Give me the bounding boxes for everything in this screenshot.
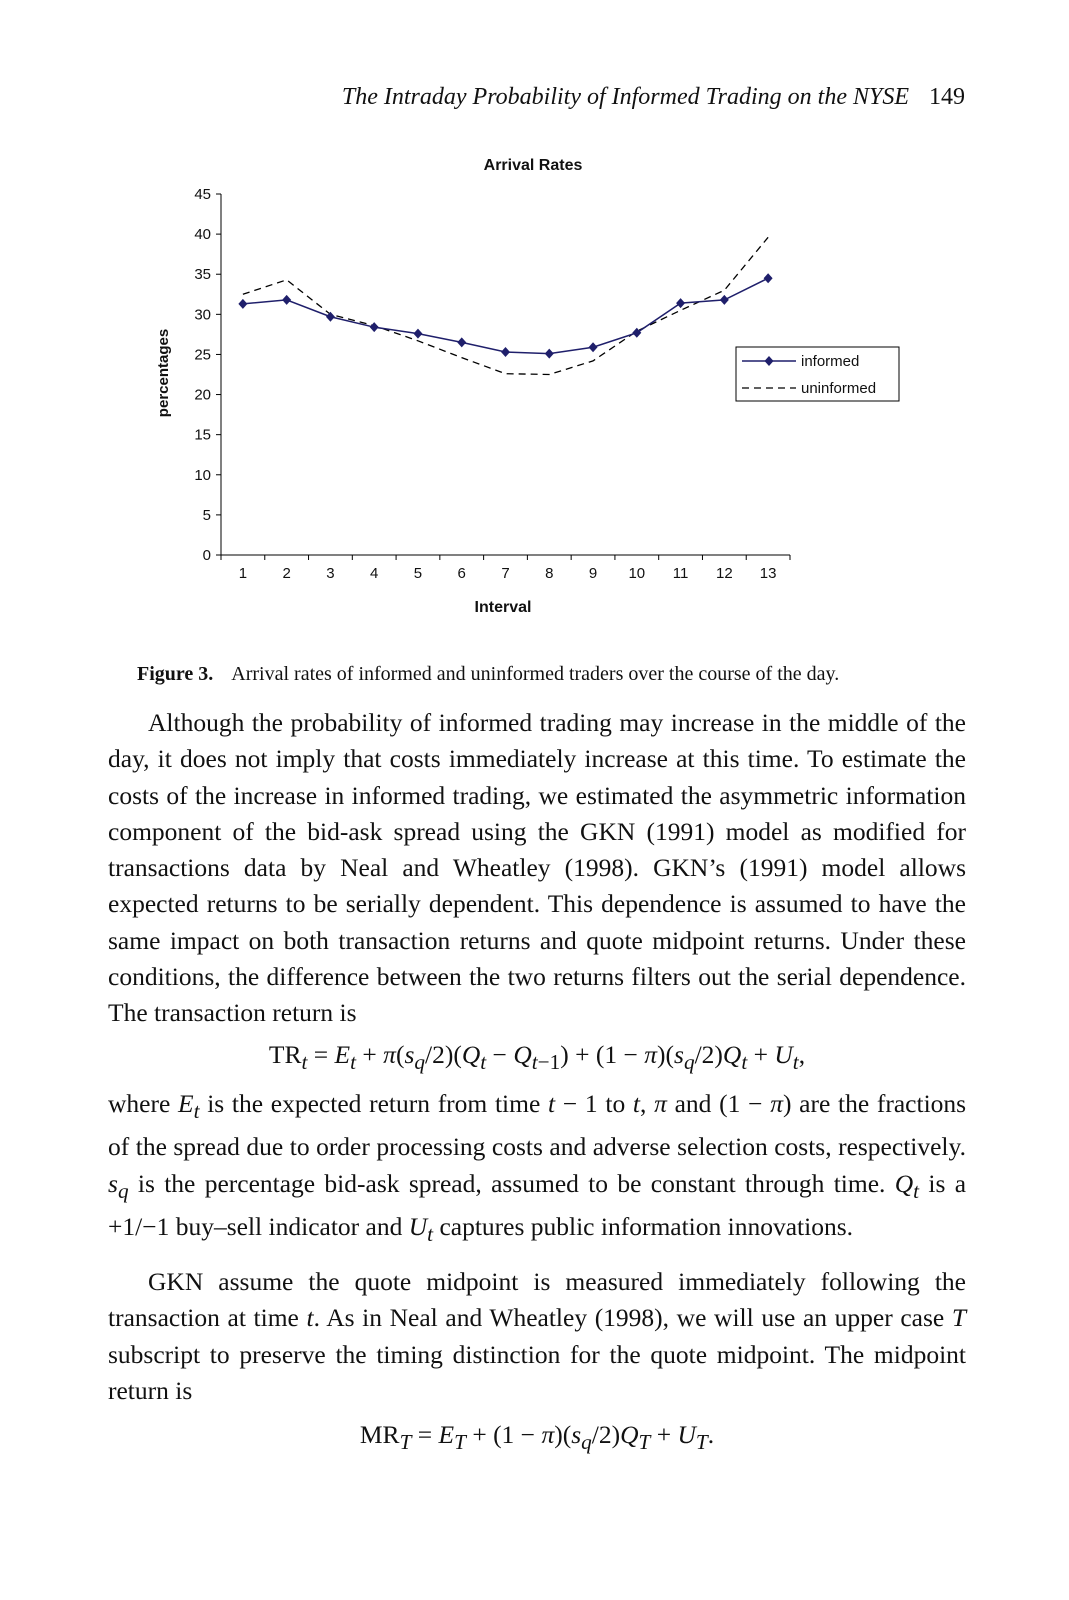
chart-axes xyxy=(221,194,790,555)
body-paragraph-2: where $E_t$ is the expected return from time t − 1 to t, π and (1 − π) are the fractions of the spread due to order processing costs and adverse selection costs, respectively. $s_q$ is the percentage bid-ask spread, assumed to be constant through time. $Q_t$ is a +1/−1 buy–sell indicator and $U_t$ captures public information innovations. xyxy=(108,1089,967,1247)
chart-title: Arrival Rates xyxy=(483,157,583,174)
x-tick-label: 13 xyxy=(759,565,777,582)
p2-word-6: is the percentage bid-ask spread, assumed to be constant through time. xyxy=(137,1168,886,1198)
series-informed-line xyxy=(243,278,768,353)
y-tick-label: 20 xyxy=(194,386,211,404)
p2-word-5: are the fractions of the spread due to order processing costs and adverse selection costs, respectively. xyxy=(108,1089,967,1162)
paragraph-1-text: Although the probability of informed trading may increase in the middle of the day, it does not imply that costs immediately increase at this time. To estimate the costs of the increase in informed trading, we estimated the asymmetric information component of the bid-ask spread using the GKN (1991) model as modified for transactions data by Neal and Wheatley (1998). GKN’s (1991) model allows expected returns to be serially dependent. This dependence is assumed to have the same impact on both transaction returns and quote midpoint returns. Under these conditions, the difference between the two returns filters out the serial dependence. The transaction return is xyxy=(108,708,966,1028)
y-tick-label: 35 xyxy=(194,266,211,284)
series-informed-point xyxy=(282,295,291,305)
legend-informed-label: informed xyxy=(801,353,860,370)
p2-word-1: where xyxy=(108,1089,171,1118)
series-informed-point xyxy=(764,273,773,283)
x-tick-label: 8 xyxy=(545,565,554,582)
x-tick-label: 2 xyxy=(282,565,291,582)
y-tick-label: 40 xyxy=(194,226,211,244)
p2-word-7: is a xyxy=(928,1168,967,1198)
p3-part-1: GKN assume the quote midpoint is measured immediately following the transaction at time xyxy=(108,1267,966,1333)
page-number: 149 xyxy=(929,84,965,110)
series-informed-point xyxy=(238,299,247,309)
x-tick-label: 7 xyxy=(501,565,510,582)
series-informed-point xyxy=(545,349,554,359)
y-tick-label: 10 xyxy=(194,466,211,484)
x-tick-label: 1 xyxy=(238,565,248,582)
legend-uninformed-label: uninformed xyxy=(801,380,877,397)
p2-word-9: captures public information innovations. xyxy=(439,1212,854,1242)
y-tick-label: 5 xyxy=(202,506,211,524)
chart-legend xyxy=(736,347,899,401)
x-ticks xyxy=(221,555,790,582)
figure-caption-text: Arrival rates of informed and uninformed traders over the course of the day. xyxy=(231,663,840,685)
y-tick-label: 45 xyxy=(194,186,211,203)
series-informed-point xyxy=(457,337,466,347)
x-tick-label: 10 xyxy=(628,565,646,582)
x-tick-label: 3 xyxy=(326,565,335,582)
equation-midpoint-return: $MR_T = E_T + (1 - \pi)(s_q/2)Q_T + U_T$. xyxy=(359,1420,715,1455)
equation-transaction-return: $TR_t = E_t + \pi(s_q/2)(Q_t - Q_{t-1}) + (1 - \pi)(s_q/2)Q_t + U_t$, xyxy=(268,1040,806,1075)
x-tick-label: 9 xyxy=(588,565,598,582)
figure-label: Figure 3. xyxy=(137,663,214,685)
y-tick-label: 30 xyxy=(194,306,211,324)
running-header xyxy=(0,84,965,111)
x-tick-label: 4 xyxy=(370,565,379,582)
p2-word-8: buy–sell indicator and xyxy=(175,1212,403,1242)
series-informed-point xyxy=(720,295,729,305)
series-layer xyxy=(238,237,772,374)
p3-part-3: subscript to preserve the timing distinction for the quote midpoint. The midpoint return is xyxy=(108,1339,966,1405)
running-title: The Intraday Probability of Informed Trading on the NYSE xyxy=(341,84,909,110)
p2-word-3: to xyxy=(605,1089,626,1118)
arrival-rates-chart xyxy=(150,150,930,630)
equation-2-lhs: MR xyxy=(359,1420,400,1449)
x-axis-label: Interval xyxy=(474,599,532,616)
figure-caption xyxy=(137,663,957,686)
x-tick-label: 6 xyxy=(457,565,466,582)
body-paragraph-3: GKN assume the quote midpoint is measured immediately following the transaction at time t. As in Neal and Wheatley (1998), we will use an upper case T subscript to preserve the timing distinction for the quote midpoint. The midpoint return is xyxy=(108,1267,967,1405)
series-informed-point xyxy=(370,322,379,332)
y-tick-label: 0 xyxy=(202,547,211,564)
series-informed-point xyxy=(413,329,422,339)
body-paragraph-1 xyxy=(108,705,966,1032)
y-axis-label: percentages xyxy=(155,328,172,418)
x-tick-label: 5 xyxy=(413,565,423,582)
p2-word-4: and xyxy=(674,1089,712,1118)
x-tick-label: 11 xyxy=(672,565,689,582)
series-informed-point xyxy=(589,342,598,352)
series-informed-point xyxy=(326,312,335,322)
series-informed-point xyxy=(501,347,510,357)
p3-part-2: As in Neal and Wheatley (1998), we will use an upper case xyxy=(326,1303,945,1333)
x-tick-label: 12 xyxy=(716,565,733,582)
series-informed-point xyxy=(676,298,685,308)
y-tick-label: 15 xyxy=(194,426,211,444)
y-tick-label: 25 xyxy=(194,346,211,364)
equation-1-lhs: TR xyxy=(268,1040,302,1069)
y-ticks xyxy=(194,186,221,564)
p2-word-2: is the expected return from time xyxy=(207,1089,541,1118)
